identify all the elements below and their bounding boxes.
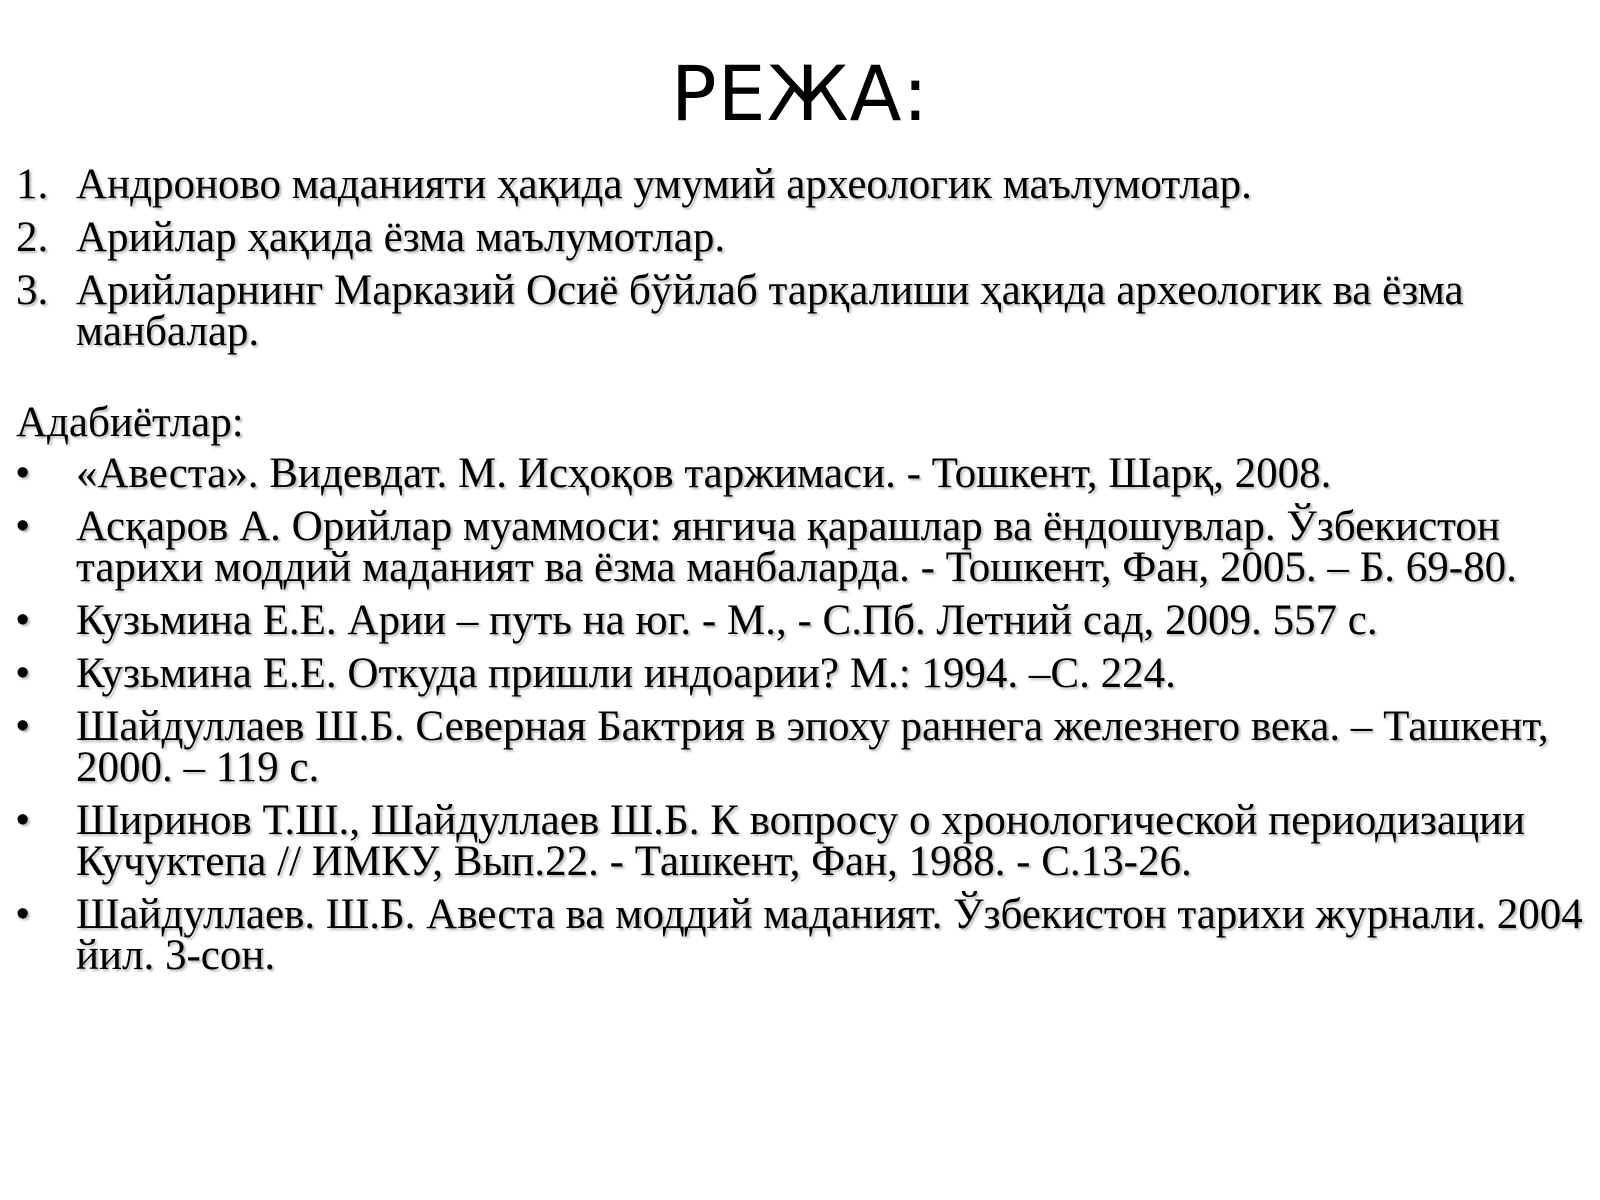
plan-item-number: 2. — [16, 214, 49, 261]
literature-item — [16, 503, 1586, 591]
plan-item — [16, 161, 1586, 208]
literature-item — [16, 650, 1586, 697]
literature-item-text: Шайдуллаев Ш.Б. Северная Бактрия в эпоху раннега железнего века. – Ташкент, 2000. – 119 с. — [76, 703, 1549, 791]
literature-item — [16, 597, 1586, 644]
slide-content — [16, 161, 1586, 988]
slide-title: РЕЖА: — [670, 49, 930, 138]
bullet-icon: • — [16, 799, 30, 841]
literature-item-text: Кузьмина Е.Е. Арии – путь на юг. - М., - С.Пб. Летний сад, 2009. 557 с. — [76, 597, 1378, 644]
bullet-icon: • — [16, 652, 30, 694]
plan-item-text: Андроново маданияти ҳақида умумий археологик маълумотлар. — [76, 161, 1252, 208]
literature-item — [16, 797, 1586, 885]
literature-item — [16, 703, 1586, 791]
bullet-icon: • — [16, 893, 30, 935]
literature-item — [16, 450, 1586, 497]
literature-heading: Адабиётлар: — [16, 399, 244, 446]
literature-list — [16, 450, 1586, 979]
plan-item-text: Арийлар ҳақида ёзма маълумотлар. — [76, 214, 726, 261]
literature-item-text: Шайдуллаев. Ш.Б. Авеста ва моддий маданият. Ўзбекистон тарихи журнали. 2004 йил. 3-сон. — [76, 891, 1583, 979]
plan-item-number: 1. — [16, 161, 49, 208]
literature-item-text: Ширинов Т.Ш., Шайдуллаев Ш.Б. К вопросу о хронологической периодизации Кучуктепа // ИМКУ, Вып.22. - Ташкент, Фан, 1988. - С.13-26. — [76, 797, 1526, 885]
literature-item-text: Асқаров А. Орийлар муаммоси: янгича қарашлар ва ёндошувлар. Ўзбекистон тарихи моддий маданият ва ёзма манбаларда. - Тошкент, Фан, 2005. – Б. 69-80. — [76, 503, 1517, 591]
literature-item — [16, 891, 1586, 979]
bullet-icon: • — [16, 452, 30, 494]
plan-item-number: 3. — [16, 267, 49, 314]
plan-item — [16, 267, 1586, 355]
literature-item-text: «Авеста». Видевдат. М. Исҳоқов таржимаси. - Тошкент, Шарқ, 2008. — [76, 450, 1332, 497]
plan-item-text: Арийларнинг Марказий Осиё бўйлаб тарқалиши ҳақида археологик ва ёзма манбалар. — [76, 267, 1464, 355]
bullet-icon: • — [16, 705, 30, 747]
literature-item-text: Кузьмина Е.Е. Откуда пришли индоарии? М.: 1994. –С. 224. — [76, 650, 1176, 697]
plan-list — [16, 161, 1586, 355]
bullet-icon: • — [16, 505, 30, 547]
bullet-icon: • — [16, 599, 30, 641]
plan-item — [16, 214, 1586, 261]
